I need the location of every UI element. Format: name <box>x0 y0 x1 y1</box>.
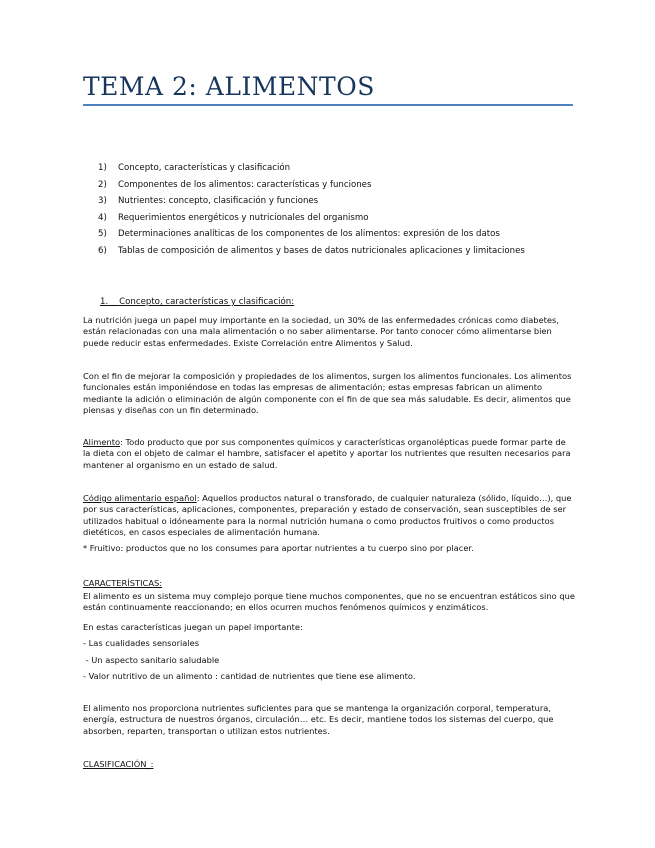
codigo-text: : Aquellos productos natural o transforado, de cualquier naturaleza (sólido, líquido…), que por sus características, aplicaciones, componentes, preparación y estado de conservación, sean susceptibles de ser utilizados habitual o idóneamente para la normal nutrición humana o como productos fruitivos o como productos dietéticos, en casos especiales de alimentación humana. <box>83 493 572 538</box>
list-item: - Valor nutritivo de un alimento : cantidad de nutrientes que tiene ese alimento. <box>83 671 416 681</box>
fruitivo-note: * Fruitivo: productos que no los consumes para aportar nutrientes a tu cuerpo sino por placer. <box>83 543 474 553</box>
toc-text: Determinaciones analíticas de los componentes de los alimentos: expresión de los datos <box>118 229 500 239</box>
toc-text: Nutrientes: concepto, clasificación y funciones <box>118 196 319 206</box>
toc-number: 5) <box>98 229 107 239</box>
toc-number: 6) <box>98 245 107 256</box>
section-number: 1. <box>100 297 109 307</box>
toc-number: 3) <box>98 196 107 206</box>
caracteristicas-closing: El alimento nos proporciona nutrientes suficientes para que se mantenga la organización corporal, temperatura, energía, estructura de nuestros órganos, circulación… etc. Es decir, mantiene todos los sistemas del cuerpo, que absorben, reparten, transportan o utilizan estos nutrientes. <box>83 703 554 736</box>
section-title: Concepto, características y clasificación: <box>119 297 295 307</box>
codigo-definition <box>83 493 575 539</box>
caracteristicas-intro: El alimento es un sistema muy complejo porque tiene muchos componentes, que no se encuentran estáticos sino que están continuamente reaccionando; en ellos ocurren muchos fenómenos químicos y enzimáticos. <box>83 591 575 613</box>
toc-item <box>98 246 525 263</box>
alimento-text: : Todo producto que por sus componentes químicos y características organolépticas puede formar parte de la dieta con el objeto de calmar el hambre, satisfacer el apetito y aportar los nutrientes que resulten necesarios para mantener al organismo en un estado de salud. <box>83 437 571 470</box>
section-heading-1 <box>100 297 294 307</box>
caracteristicas-heading: CARACTERÍSTICAS: <box>83 578 163 588</box>
clasificacion-heading: CLASIFICACIÓN_: <box>83 759 154 769</box>
toc-item <box>98 213 525 230</box>
toc-text: Componentes de los alimentos: características y funciones <box>118 179 372 190</box>
toc-number: 4) <box>98 212 107 223</box>
toc-number: 1) <box>98 163 107 173</box>
list-item: - Las cualidades sensoriales <box>83 638 200 648</box>
toc-item <box>98 180 525 197</box>
codigo-term: Código alimentario español <box>83 493 197 503</box>
title-underline <box>83 104 573 106</box>
functional-foods-paragraph: Con el fin de mejorar la composición y propiedades de los alimentos, surgen los alimentos funcionales. Los alimentos funcionales están imponiéndose en todas las empresas de alimentación; estas empresas fabrican un alimento mediante la adición o eliminación de algún componente con el fin de que sea más saludable. Es decir, alimentos que piensas y diseñas con un fin determinado. <box>83 371 572 416</box>
toc-text: Requerimientos energéticos y nutricionales del organismo <box>118 212 369 223</box>
toc-item <box>98 163 525 180</box>
alimento-definition <box>83 437 575 471</box>
toc-text: Tablas de composición de alimentos y bases de datos nutricionales aplicaciones y limitaciones <box>118 245 525 256</box>
toc-text: Concepto, características y clasificación <box>118 163 291 173</box>
list-item: - Un aspecto sanitario saludable <box>83 655 220 665</box>
toc-number: 2) <box>98 179 107 190</box>
intro-paragraph: La nutrición juega un papel muy importante en la sociedad, un 30% de las enfermedades crónicas como diabetes, están relacionadas con una mala alimentación o no saber alimentarse. Por tanto conocer cómo alimentarse bien puede reducir estas enfermedades. Existe Correlación entre Alimentos y Salud. <box>83 315 559 348</box>
alimento-term: Alimento <box>83 437 121 447</box>
caracteristicas-lead: En estas características juegan un papel importante: <box>83 622 303 632</box>
page-title: TEMA 2: ALIMENTOS <box>83 72 375 101</box>
toc-item <box>98 229 525 246</box>
table-of-contents <box>98 163 525 262</box>
toc-item <box>98 196 525 213</box>
